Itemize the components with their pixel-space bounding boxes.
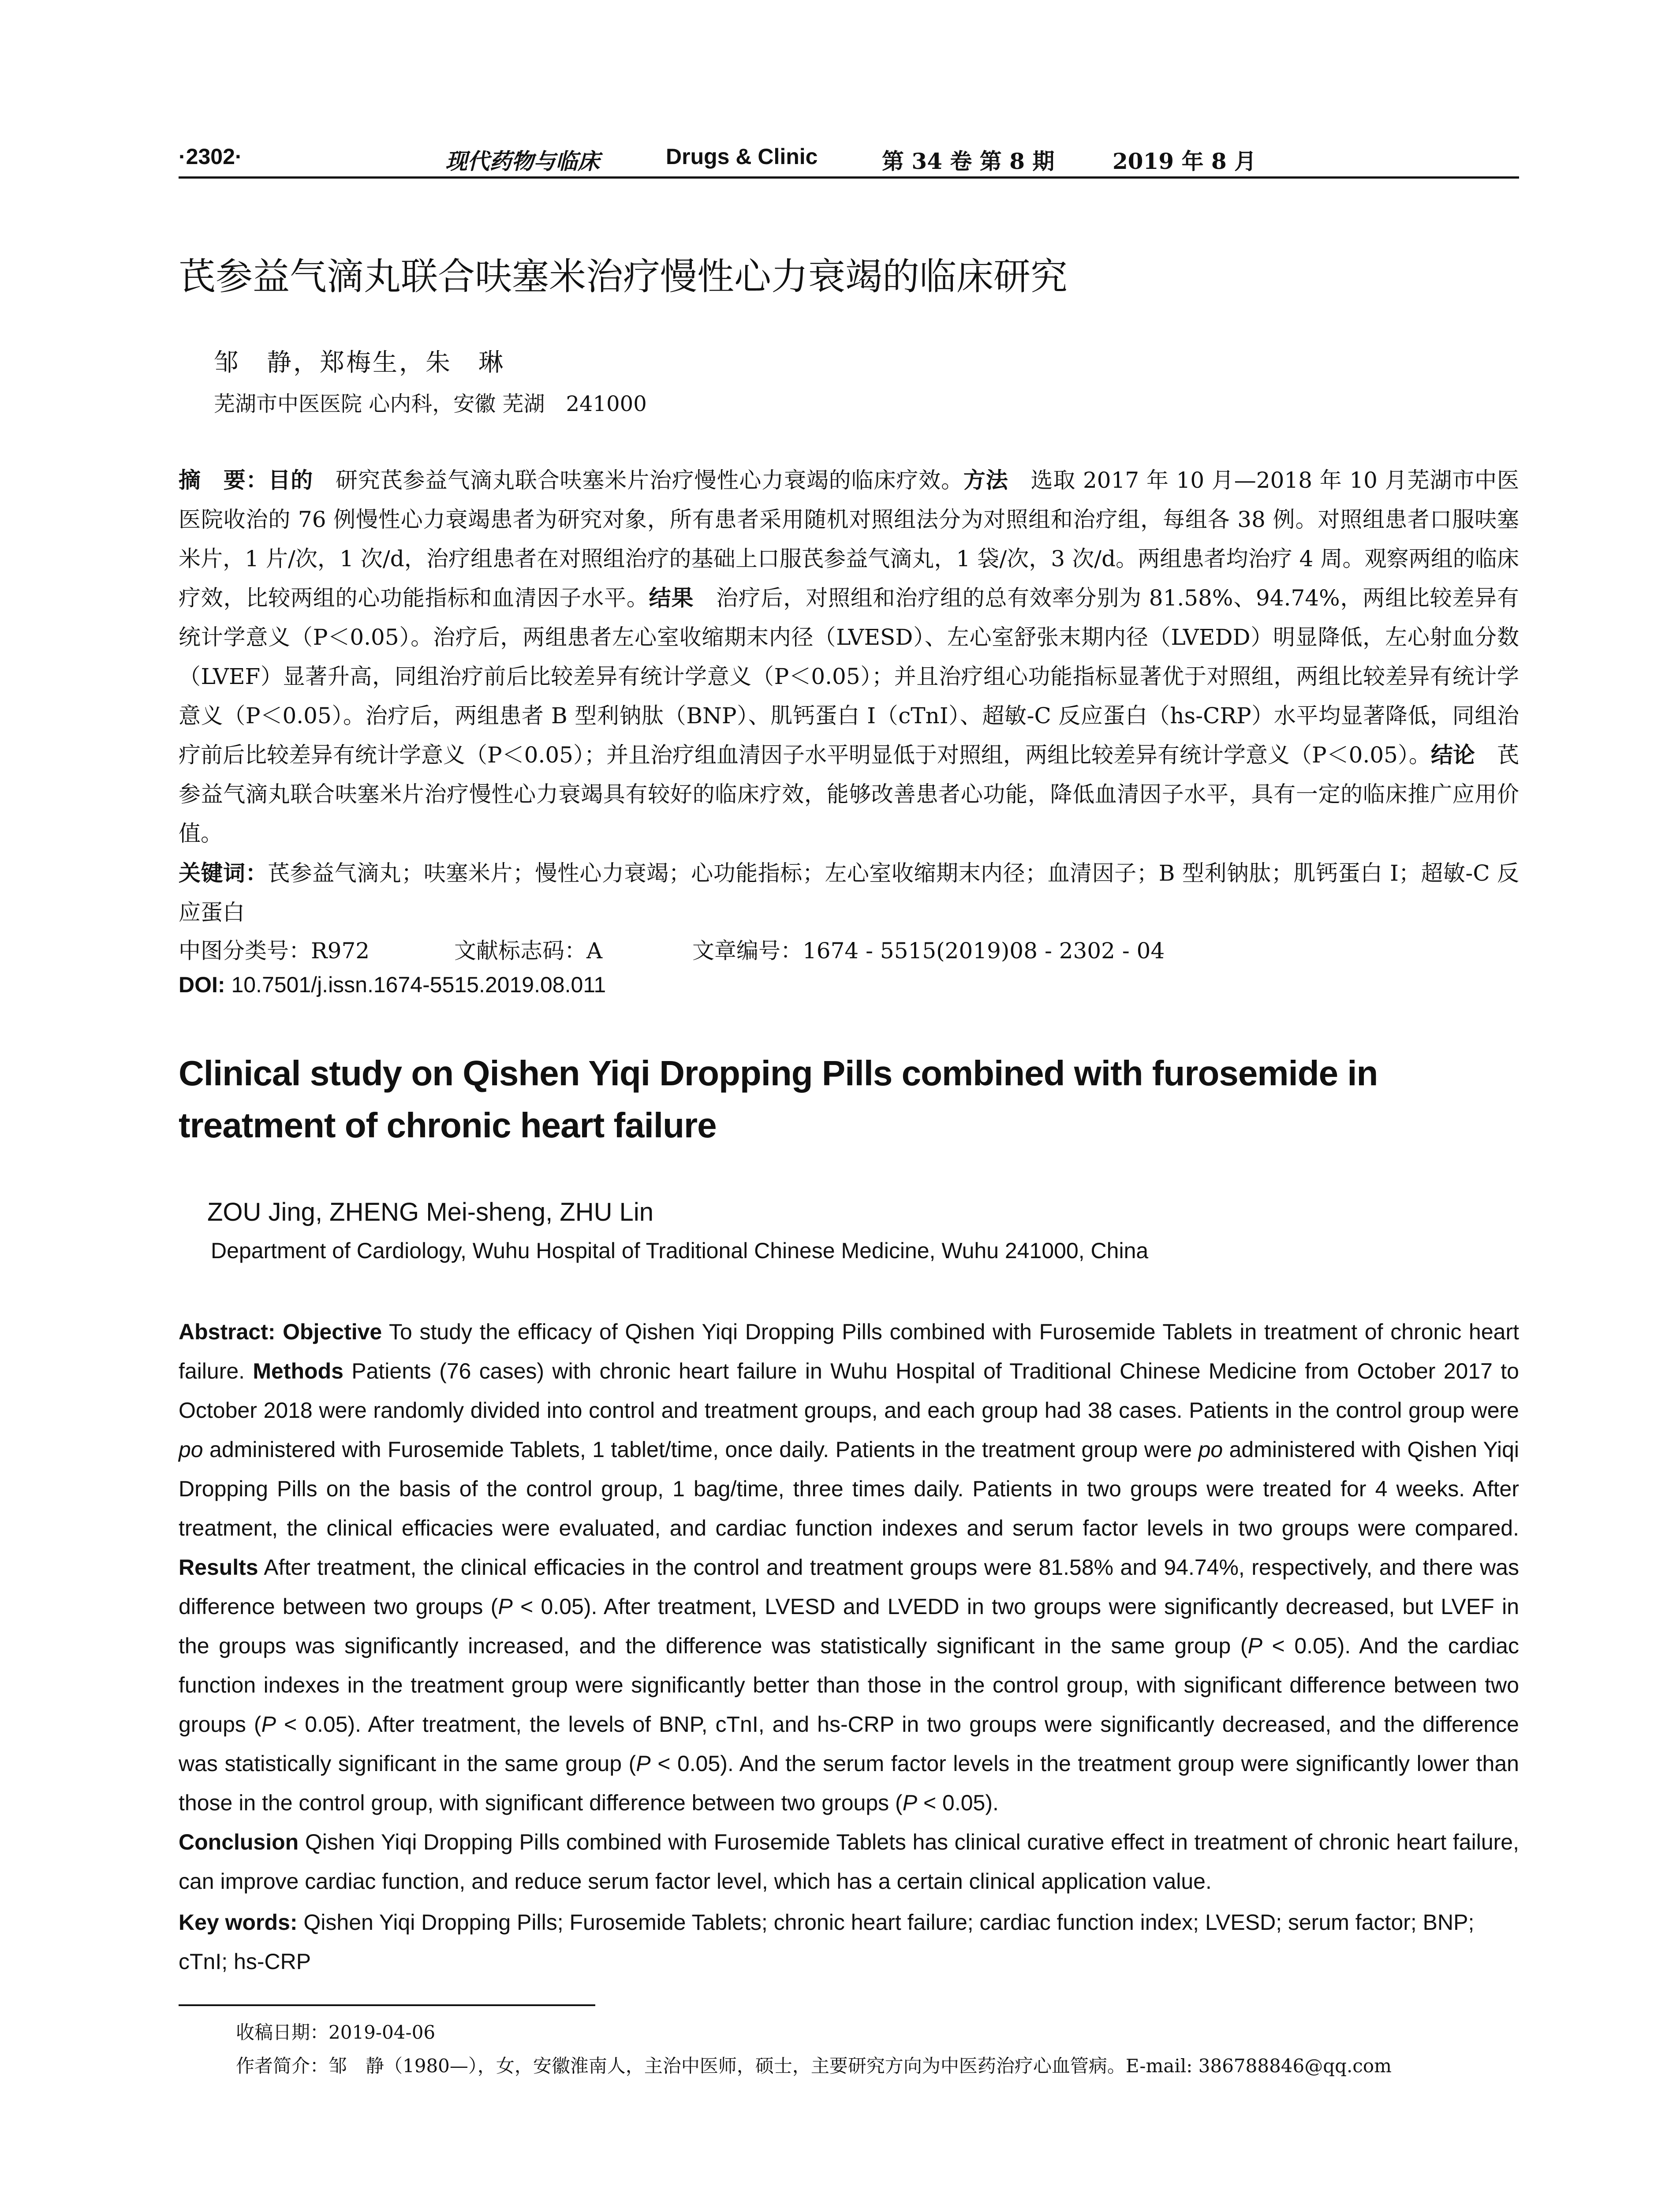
keywords-label-cn: 关键词：: [179, 860, 268, 886]
title-en: Clinical study on Qishen Yiqi Dropping Pills combined with furosemide in treatment of chronic heart failure: [179, 1054, 1378, 1145]
keywords-text-en: Qishen Yiqi Dropping Pills; Furosemide Tablets; chronic heart failure; cardiac function index; LVESD; serum factor; BNP; cTnI; hs-CRP: [179, 1910, 1475, 1974]
doi-value[interactable]: 10.7501/j.issn.1674-5515.2019.08.011: [225, 972, 606, 997]
running-header: [179, 140, 1519, 179]
objective-text-cn: 研究芪参益气滴丸联合呋塞米片治疗慢性心力衰竭的临床疗效。: [313, 467, 963, 493]
conclusion-text-cn: 芪参益气滴丸联合呋塞米片治疗慢性心力衰竭具有较好的临床疗效，能够改善患者心功能，降低血清因子水平，具有一定的临床推广应用价值。: [179, 742, 1519, 846]
keywords-text-cn: 芪参益气滴丸；呋塞米片；慢性心力衰竭；心功能指标；左心室收缩期末内径；血清因子；B 型利钠肽；肌钙蛋白 I；超敏-C 反应蛋白: [179, 860, 1519, 925]
title-cn: 芪参益气滴丸联合呋塞米治疗慢性心力衰竭的临床研究: [179, 255, 1068, 298]
objective-label-cn: 目的: [268, 467, 314, 493]
results-text-1: After treatment, the clinical efficacies in the control and treatment groups were 81.58% and 94.74%, respectively, and there was difference between two groups (: [179, 1555, 1519, 1619]
doi-label: DOI:: [179, 972, 225, 997]
p-value-italic: P: [498, 1594, 513, 1619]
classification-number: 中图分类号：R972: [179, 938, 370, 964]
received-date: 收稿日期：2019-04-06: [236, 2022, 436, 2043]
document-code: 文献标志码：A: [454, 938, 603, 964]
methods-label-en: Methods: [253, 1359, 343, 1383]
doi[interactable]: [179, 972, 606, 998]
keywords-cn: [179, 854, 1519, 932]
p-value-italic: P: [261, 1712, 276, 1737]
results-label-cn: 结果: [649, 585, 694, 611]
page-number: ·2302·: [179, 144, 243, 169]
volume-issue: 第 34 卷 第 8 期: [882, 148, 1055, 174]
footnote-divider: [179, 2004, 595, 2006]
authors-en: ZOU Jing, ZHENG Mei-sheng, ZHU Lin: [207, 1198, 654, 1226]
results-text-4: < 0.05). After treatment, the levels of BNP, cTnI, and hs-CRP in two groups were significantly decreased, and the difference was statistically significant in the same group (: [179, 1712, 1519, 1776]
keywords-label-en: Key words:: [179, 1910, 298, 1935]
methods-text-cn: 选取 2017 年 10 月—2018 年 10 月芜湖市中医医院收治的 76 例慢性心力衰竭患者为研究对象，所有患者采用随机对照组法分为对照组和治疗组，每组各 38 例。对照组患者口服呋塞米片，1 片/次，1 次/d，治疗组患者在对照组治疗的基础上口服芪参益气滴丸，1 袋/次，3 次/d。两组患者均治疗 4 周。观察两组的临床疗效，比较两组的心功能指标和血清因子水平。: [179, 467, 1519, 611]
authors-cn: 邹 静，郑梅生，朱 琳: [214, 348, 505, 377]
conclusion-label-en: Conclusion: [179, 1830, 299, 1854]
methods-text-3: administered with Qishen Yiqi Dropping Pills on the basis of the control group, 1 bag/time, three times daily. Patients in two groups were treated for 4 weeks. After treatment, the clinical efficacies were evaluated, and cardiac function indexes and serum factor levels in two groups were compared.: [179, 1437, 1519, 1540]
po-italic: po: [1198, 1437, 1223, 1462]
po-italic: po: [179, 1437, 203, 1462]
methods-text-1: Patients (76 cases) with chronic heart failure in Wuhu Hospital of Traditional Chinese Medicine from October 2017 to October 2018 were randomly divided into control and treatment groups, and each group had 38 cases. Patients in the control group were: [179, 1359, 1519, 1423]
journal-name-en: Drugs & Clinic: [666, 144, 818, 169]
results-text-cn: 治疗后，对照组和治疗组的总有效率分别为 81.58%、94.74%，两组比较差异有统计学意义（P＜0.05）。治疗后，两组患者左心室收缩期末内径（LVESD）、左心室舒张末期内径（LVEDD）明显降低，左心射血分数（LVEF）显著升高，同组治疗前后比较差异有统计学意义（P＜0.05）；并且治疗组心功能指标显著优于对照组，两组比较差异有统计学意义（P＜0.05）。治疗后，两组患者 B 型利钠肽（BNP）、肌钙蛋白 I（cTnI）、超敏-C 反应蛋白（hs-CRP）水平均显著降低，同组治疗前后比较差异有统计学意义（P＜0.05）；并且治疗组血清因子水平明显低于对照组，两组比较差异有统计学意义（P＜0.05）。: [179, 585, 1519, 768]
affiliation-cn: 芜湖市中医医院 心内科，安徽 芜湖 241000: [214, 392, 647, 416]
abstract-en: [179, 1312, 1519, 1901]
abstract-label-cn: 摘 要：: [179, 467, 269, 493]
conclusion-text-en: Qishen Yiqi Dropping Pills combined with Furosemide Tablets has clinical curative effect in treatment of chronic heart failure, can improve cardiac function, and reduce serum factor level, which has a certain clinical application value.: [179, 1830, 1519, 1894]
p-value-italic: P: [902, 1790, 918, 1815]
abstract-cn: [179, 461, 1519, 853]
results-text-5: < 0.05). And the serum factor levels in the treatment group were significantly lower than those in the control group, with significant difference between two groups (: [179, 1751, 1519, 1815]
methods-label-cn: 方法: [963, 467, 1008, 493]
p-value-italic: P: [1247, 1633, 1262, 1658]
results-text-6: < 0.05).: [917, 1790, 999, 1815]
conclusion-label-cn: 结论: [1430, 742, 1475, 768]
author-introduction: 作者简介：邹 静（1980—），女，安徽淮南人，主治中医师，硕士，主要研究方向为中医药治疗心血管病。E-mail: 386788846@qq.com: [236, 2055, 1392, 2077]
methods-text-2: administered with Furosemide Tablets, 1 tablet/time, once daily. Patients in the treatment group were: [203, 1437, 1198, 1462]
results-text-2: < 0.05). After treatment, LVESD and LVEDD in two groups were significantly decreased, but LVEF in the groups was significantly increased, and the difference was statistically significant in the same group (: [179, 1594, 1519, 1658]
article-number: 文章编号：1674 - 5515(2019)08 - 2302 - 04: [692, 938, 1165, 964]
results-text-3: < 0.05). And the cardiac function indexes in the treatment group were significantly better than those in the control group, with significant difference between two groups (: [179, 1633, 1519, 1737]
affiliation-en: Department of Cardiology, Wuhu Hospital of Traditional Chinese Medicine, Wuhu 241000, China: [211, 1238, 1149, 1263]
publication-date: 2019 年 8 月: [1113, 148, 1257, 174]
abstract-label-en: Abstract: Objective: [179, 1319, 382, 1344]
journal-name-cn: 现代药物与临床: [445, 148, 600, 174]
p-value-italic: P: [636, 1751, 651, 1776]
keywords-en: [179, 1903, 1519, 1981]
objective-text-en: To study the efficacy of Qishen Yiqi Dropping Pills combined with Furosemide Tablets in treatment of chronic heart failure.: [179, 1319, 1519, 1383]
results-label-en: Results: [179, 1555, 258, 1580]
